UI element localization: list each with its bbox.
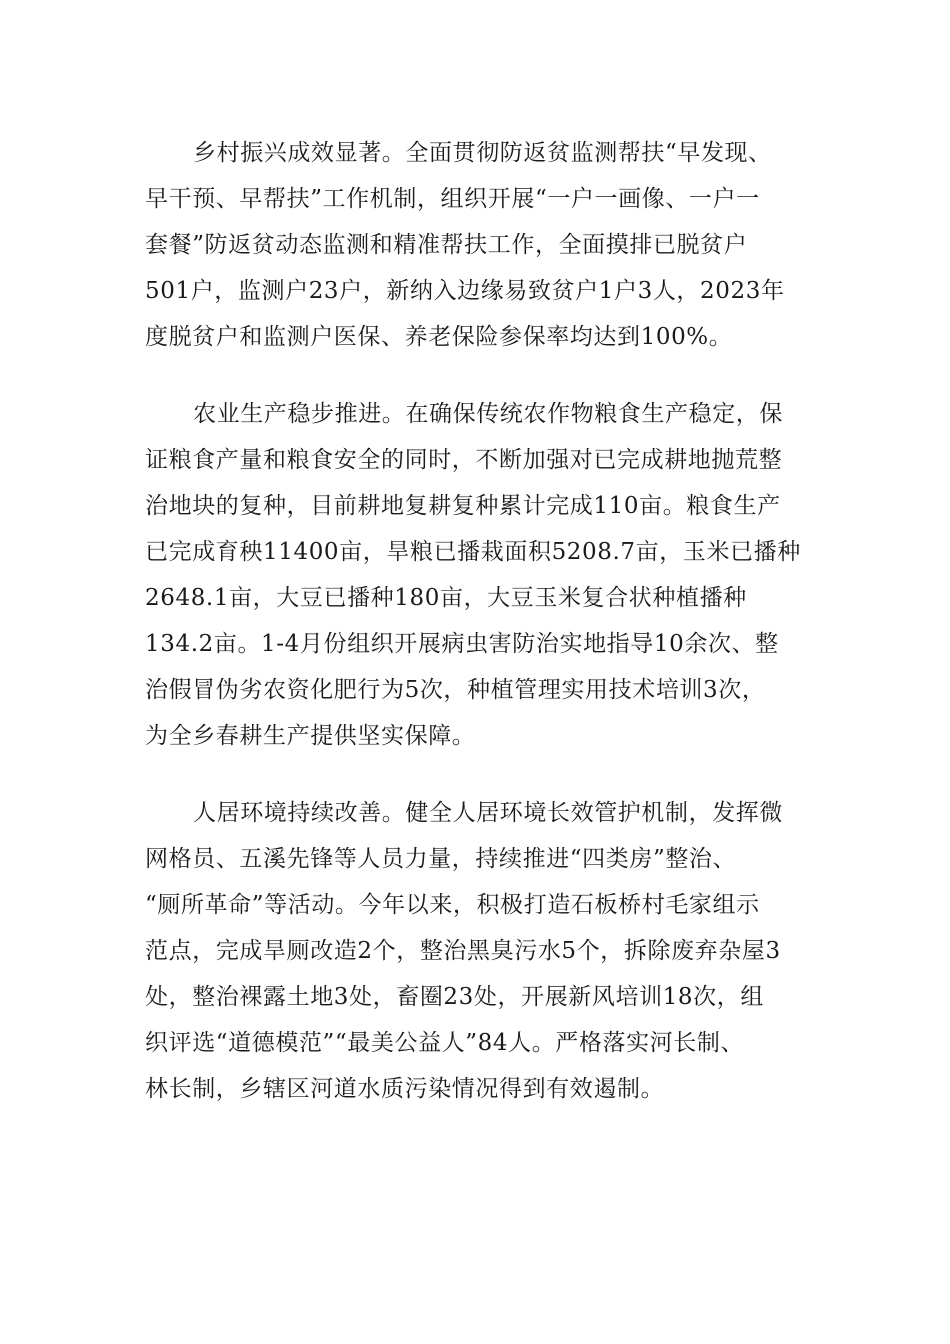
paragraph-line: 已完成育秧11400亩，旱粮已播栽面积5208.7亩，玉米已播种 [145,539,801,565]
paragraph-line: 501户，监测户23户，新纳入边缘易致贫户1户3人，2023年 [145,278,785,304]
paragraph-line: 2648.1亩，大豆已播种180亩，大豆玉米复合状种植播种 [145,585,747,611]
paragraph-line: “厕所革命”等活动。今年以来，积极打造石板桥村毛家组示 [145,892,760,918]
paragraph-line: 乡村振兴成效显著。全面贯彻防返贫监测帮扶“早发现、 [193,140,772,166]
paragraph-line: 织评选“道德模范”“最美公益人”84人。严格落实河长制、 [145,1030,745,1056]
paragraph-line: 治地块的复种，目前耕地复耕复种累计完成110亩。粮食生产 [145,493,781,519]
paragraph-line: 度脱贫户和监测户医保、养老保险参保率均达到100%。 [145,324,733,350]
paragraph-line: 134.2亩。1-4月份组织开展病虫害防治实地指导10余次、整 [145,631,779,657]
paragraph-line: 林长制，乡辖区河道水质污染情况得到有效遏制。 [145,1076,665,1102]
paragraph-line: 为全乡春耕生产提供坚实保障。 [145,723,476,749]
paragraph-line: 范点，完成旱厕改造2个，整治黑臭污水5个，拆除废弃杂屋3 [145,938,781,964]
paragraph-line: 农业生产稳步推进。在确保传统农作物粮食生产稳定，保 [193,401,783,427]
paragraph-line: 证粮食产量和粮食安全的同时，不断加强对已完成耕地抛荒整 [145,447,783,473]
paragraph-rural-revitalization [145,130,805,360]
paragraph-living-environment [145,790,805,1112]
paragraph-line: 人居环境持续改善。健全人居环境长效管护机制，发挥微 [193,800,783,826]
paragraph-line: 早干预、早帮扶”工作机制，组织开展“一户一画像、一户一 [145,186,760,212]
paragraph-line: 网格员、五溪先锋等人员力量，持续推进“四类房”整治、 [145,846,737,872]
paragraph-line: 处，整治裸露土地3处，畜圈23处，开展新风培训18次，组 [145,984,764,1010]
paragraph-line: 治假冒伪劣农资化肥行为5次，种植管理实用技术培训3次， [145,677,766,703]
paragraph-line: 套餐”防返贫动态监测和精准帮扶工作，全面摸排已脱贫户 [145,232,748,258]
paragraph-agricultural-production [145,391,805,759]
